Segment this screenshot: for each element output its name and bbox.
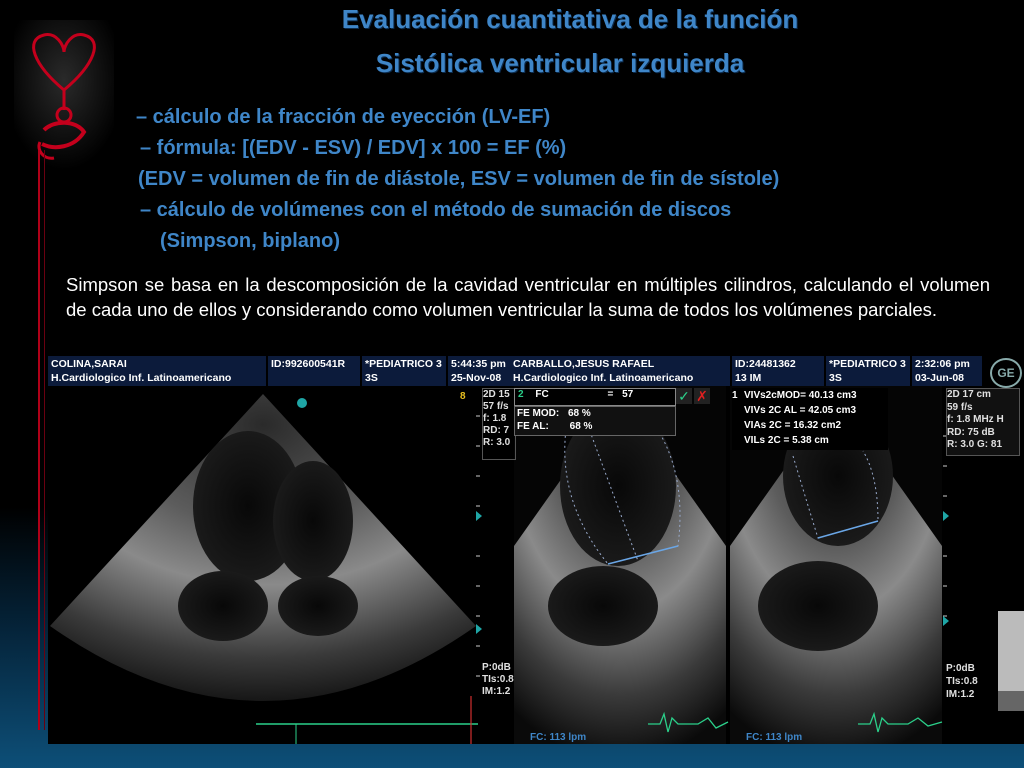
- description-text: Simpson se basa en la descomposición de la cavidad ventricular en múltiples cilindros, calculando el volumen de cada uno de ellos y considerando como volumen ventricular la suma de todos los volúmenes parciales.: [66, 274, 990, 320]
- exam-time: 2:32:06 pm: [915, 358, 970, 370]
- param: IM:1.2: [946, 689, 975, 700]
- param: P:0dB: [482, 662, 511, 673]
- left-header-date: [448, 356, 510, 386]
- left-header-patient: [48, 356, 266, 386]
- meas-label: VIVs 2C AL =: [744, 405, 806, 416]
- fc-value: 57: [622, 389, 634, 400]
- patient-id: ID:992600541R: [271, 358, 346, 370]
- heart-rate-label: FC: 113 lpm: [530, 732, 587, 743]
- fe-value: 68 %: [568, 408, 591, 419]
- title-line-2: Sistólica ventricular izquierda: [375, 48, 745, 78]
- patient-name: COLINA,SARAI: [51, 358, 127, 370]
- probe-mode: 3S: [829, 372, 842, 384]
- probe-mode: 3S: [365, 372, 378, 384]
- param: RD: 75 dB: [947, 426, 995, 438]
- param: RD: 7: [483, 425, 510, 436]
- red-divider-line-thin: [44, 150, 45, 730]
- ge-logo-icon: GE: [990, 358, 1022, 388]
- meas-label: VIAs 2C =: [744, 420, 791, 431]
- fc-index: 2: [518, 389, 524, 400]
- right-bottom-params: [946, 662, 996, 701]
- heart-logo-icon: [14, 20, 114, 170]
- measurement-row: [732, 418, 888, 433]
- right-header-probe: [826, 356, 910, 386]
- left-bottom-params: [482, 662, 514, 698]
- right-header-id: [732, 356, 824, 386]
- fe-value: 68 %: [569, 421, 593, 432]
- bullet-item: – cálculo de la fracción de eyección (LV-EF): [136, 106, 551, 128]
- exam-date: 03-Jun-08: [915, 372, 965, 384]
- meas-value: 16.32 cm2: [793, 420, 842, 431]
- hospital-name: H.Cardiologico Inf. Latinoamericano: [513, 372, 694, 384]
- param: P:0dB: [946, 663, 975, 674]
- right-header-date: [912, 356, 982, 386]
- meas-value: 40.13 cm3: [808, 390, 857, 401]
- fe-results-box: [514, 406, 676, 436]
- measurement-row: [732, 403, 888, 418]
- bullet-item: – fórmula: [(EDV - ESV) / EDV] x 100 = EF (%): [140, 137, 567, 159]
- param: R: 3.0 G: 81: [947, 439, 1003, 450]
- echo-image-panel: [48, 356, 1024, 744]
- fe-row: [517, 420, 675, 433]
- meas-value: 42.05 cm3: [808, 405, 857, 416]
- param: 59 f/s: [947, 401, 973, 413]
- exam-date: 25-Nov-08: [451, 372, 502, 384]
- bullet-list: [130, 102, 1010, 257]
- red-divider-line: [38, 150, 40, 730]
- param: 2D 17 cm: [947, 389, 991, 400]
- param: TIs:0.8: [946, 676, 978, 687]
- frame-marker: 8: [460, 391, 466, 402]
- confirm-check-icon[interactable]: ✓: [676, 388, 692, 404]
- param: f: 1.8 MHz H: [947, 414, 1004, 425]
- fe-label: FE MOD:: [517, 408, 560, 419]
- bullet-item: (Simpson, biplano): [160, 230, 340, 252]
- title-line-1: Evaluación cuantitativa de la función: [341, 4, 799, 34]
- param: TIs:0.8: [482, 674, 514, 685]
- cancel-x-icon[interactable]: ✗: [694, 388, 710, 404]
- param: f: 1.8: [483, 413, 507, 424]
- bullet-item: – cálculo de volúmenes con el método de sumación de discos: [140, 199, 732, 221]
- right-header-patient: [510, 356, 730, 386]
- param: IM:1.2: [482, 686, 511, 697]
- patient-age: 13 IM: [735, 372, 762, 384]
- left-params: [482, 388, 516, 460]
- exam-time: 5:44:35 pm: [451, 358, 506, 370]
- fe-label: FE AL:: [517, 421, 549, 432]
- meas-label: VILs 2C =: [744, 435, 790, 446]
- param: 57 f/s: [483, 401, 509, 412]
- right-params: [946, 388, 1020, 456]
- measurement-row: [732, 388, 888, 403]
- probe-name: *PEDIATRICO 3: [829, 358, 906, 370]
- patient-id: ID:24481362: [735, 358, 796, 370]
- patient-name: CARBALLO,JESUS RAFAEL: [513, 358, 655, 370]
- hospital-name: H.Cardiologico Inf. Latinoamericano: [51, 372, 232, 384]
- left-header-probe: [362, 356, 446, 386]
- measurement-row: [732, 433, 888, 448]
- fc-label: FC: [535, 389, 549, 400]
- fe-row: [517, 407, 675, 420]
- fc-eq: =: [607, 389, 614, 400]
- heart-rate-label: FC: 113 lpm: [746, 732, 803, 743]
- measurements-box: [732, 388, 888, 450]
- meas-value: 5.38 cm: [792, 435, 829, 446]
- param: 2D 15: [483, 389, 510, 400]
- meas-index: 1: [732, 390, 738, 401]
- fc-box: [514, 388, 676, 406]
- probe-name: *PEDIATRICO 3: [365, 358, 442, 370]
- left-header-id: [268, 356, 360, 386]
- bullet-item: (EDV = volumen de fin de diástole, ESV = volumen de fin de sístole): [138, 168, 780, 190]
- meas-label: VIVs2cMOD=: [744, 390, 806, 401]
- param: R: 3.0: [483, 437, 511, 448]
